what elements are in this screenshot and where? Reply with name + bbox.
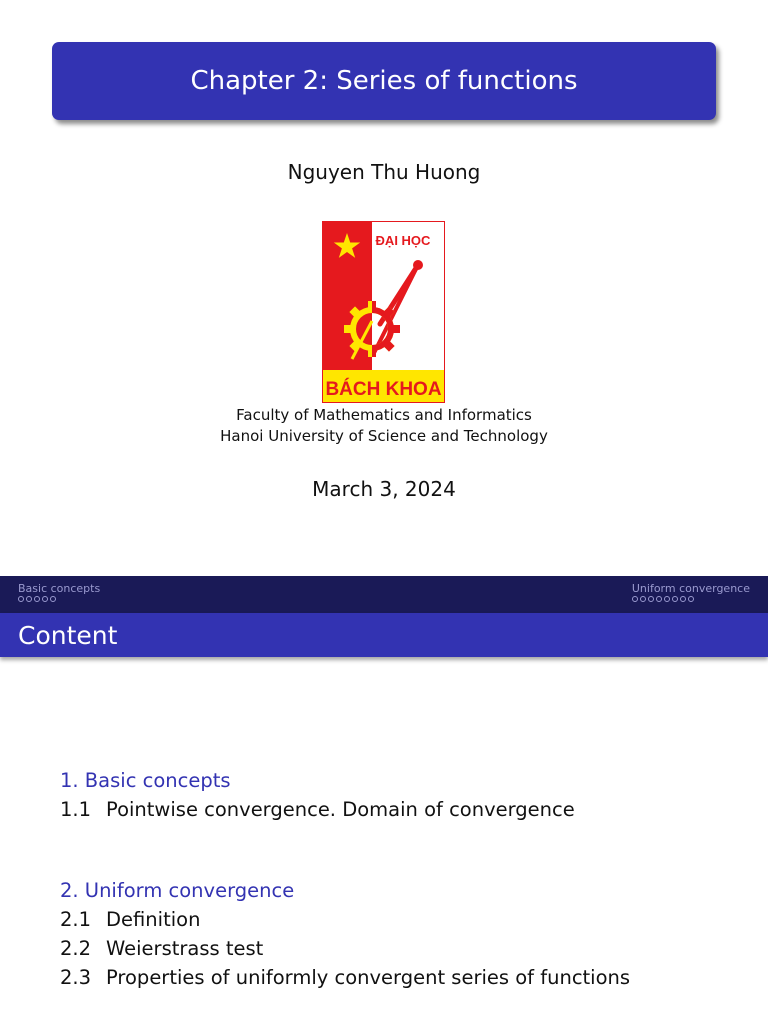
institute-faculty: Faculty of Mathematics and Informatics xyxy=(236,406,532,424)
nav-frame-dot[interactable] xyxy=(648,596,654,602)
toc-subsection-number: 2.2 xyxy=(60,937,92,960)
toc-subsection-link[interactable] xyxy=(60,963,750,992)
toc-subsection-title: Properties of uniformly convergent series of functions xyxy=(106,966,631,989)
table-of-contents xyxy=(60,766,750,992)
toc-subsection-link[interactable] xyxy=(60,934,750,963)
frame-title-bar xyxy=(0,613,768,657)
nav-frame-dot[interactable] xyxy=(664,596,670,602)
institute-block xyxy=(0,405,768,447)
nav-frame-dot[interactable] xyxy=(42,596,48,602)
title-box xyxy=(52,42,716,120)
content-slide xyxy=(0,576,768,1024)
nav-frame-dot[interactable] xyxy=(688,596,694,602)
nav-frame-dots xyxy=(632,596,750,602)
toc-section-link[interactable]: 1. Basic concepts xyxy=(60,769,231,792)
toc-subsection-link[interactable] xyxy=(60,795,750,824)
nav-frame-dot[interactable] xyxy=(26,596,32,602)
logo-bottom-text: BÁCH KHOA xyxy=(325,379,442,400)
section-navigation-bar xyxy=(0,576,768,613)
logo-top-text: ĐẠI HỌC xyxy=(375,233,431,248)
nav-frame-dot[interactable] xyxy=(50,596,56,602)
nav-frame-dot[interactable] xyxy=(680,596,686,602)
author-name: Nguyen Thu Huong xyxy=(287,160,481,184)
toc-subsection-title: Pointwise convergence. Domain of convergence xyxy=(106,798,575,821)
toc-spacer xyxy=(60,824,750,876)
nav-section-basic-concepts[interactable] xyxy=(18,582,100,602)
nav-frame-dot[interactable] xyxy=(672,596,678,602)
nav-frame-dots xyxy=(18,596,100,602)
toc-subsection-title: Weierstrass test xyxy=(106,937,264,960)
toc-subsection-number: 2.1 xyxy=(60,908,92,931)
nav-frame-dot[interactable] xyxy=(18,596,24,602)
hust-logo xyxy=(322,221,445,403)
nav-frame-dot[interactable] xyxy=(632,596,638,602)
nav-section-title[interactable]: Basic concepts xyxy=(18,582,101,595)
institute-university: Hanoi University of Science and Technology xyxy=(220,427,548,445)
nav-frame-dot[interactable] xyxy=(656,596,662,602)
frame-title: Content xyxy=(18,620,118,650)
nav-frame-dot[interactable] xyxy=(34,596,40,602)
nav-frame-dot[interactable] xyxy=(640,596,646,602)
toc-section-link[interactable]: 2. Uniform convergence xyxy=(60,879,295,902)
nav-section-title[interactable]: Uniform convergence xyxy=(631,582,750,595)
presentation-date: March 3, 2024 xyxy=(312,477,456,501)
toc-subsection-title: Definition xyxy=(106,908,201,931)
toc-subsection-link[interactable] xyxy=(60,905,750,934)
toc-subsection-number: 1.1 xyxy=(60,798,92,821)
slide-title: Chapter 2: Series of functions xyxy=(190,66,578,96)
nav-section-uniform-convergence[interactable] xyxy=(632,582,750,602)
toc-subsection-number: 2.3 xyxy=(60,966,92,989)
